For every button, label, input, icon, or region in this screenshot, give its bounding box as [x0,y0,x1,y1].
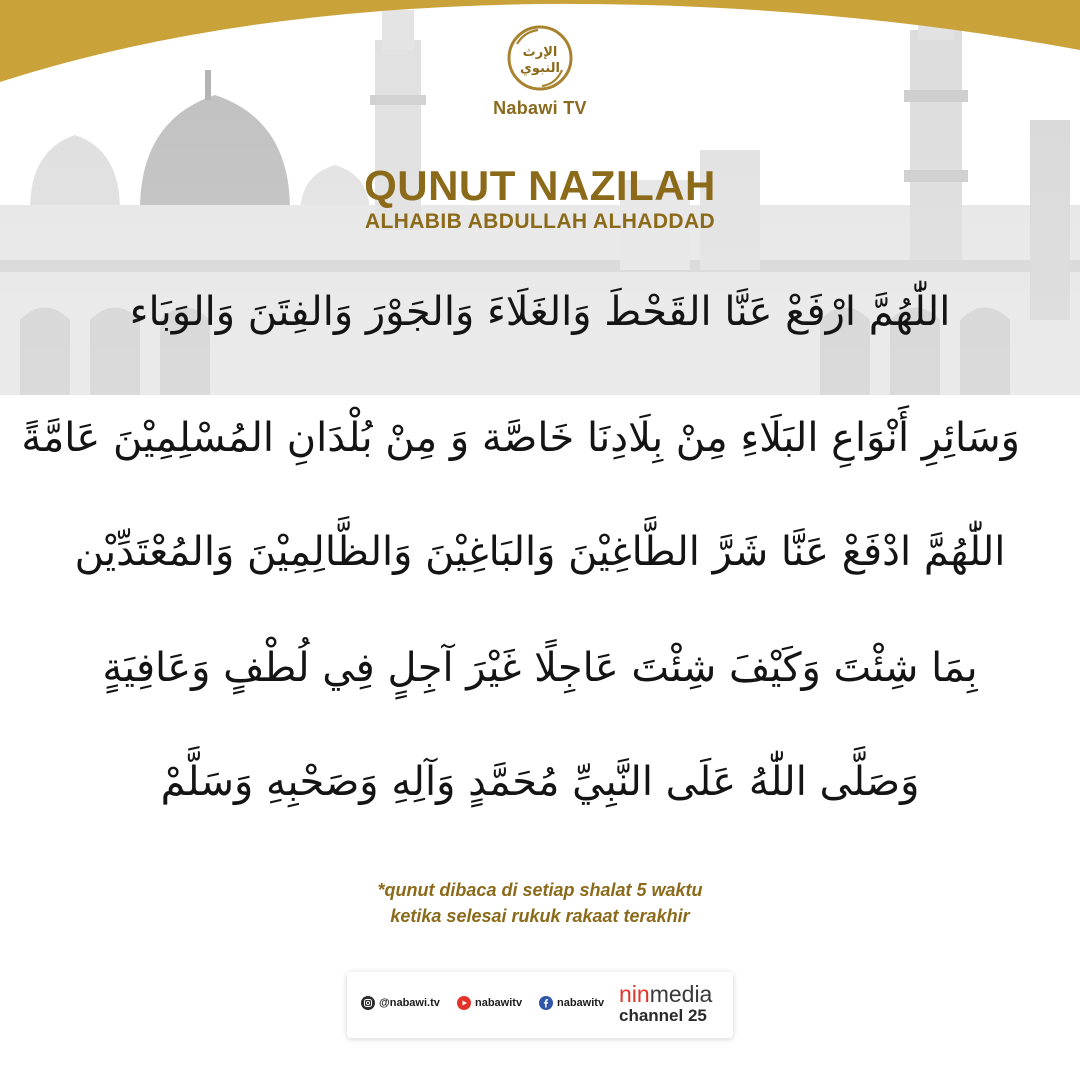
note-line-1: *qunut dibaca di setiap shalat 5 waktu [377,880,703,900]
logo-name: Nabawi TV [493,98,587,118]
instagram-handle: @nabawi.tv [379,997,440,1009]
ninmedia-brand [619,982,729,1026]
svg-text:النبوي: النبوي [519,61,561,76]
youtube-icon [457,996,471,1010]
instagram-icon [361,996,375,1010]
page-subtitle: ALHABIB ABDULLAH ALHADDAD [364,210,716,233]
youtube-handle: nabawitv [475,997,523,1009]
instagram-link[interactable] [361,996,440,1010]
facebook-icon [539,996,553,1010]
nabawi-emblem-icon [504,22,576,94]
svg-text:الإرث: الإرث [522,45,558,60]
dua-line-2: وَسَائِرِ أَنْوَاعِ البَلَاءِ مِنْ بِلَادِنَا خَاصَّة وَ مِنْ بُلْدَانِ المُسْلِمِيْنَ عَامَّةً [21,415,1020,461]
dua-line-3: اللّٰهُمَّ ادْفَعْ عَنَّا شَرَّ الطَّاغِيْنَ وَالبَاغِيْنَ وَالظَّالِمِيْنَ وَالمُعْتَدِّيْن [74,529,1006,575]
dua-line-5: وَصَلَّى اللّٰهُ عَلَى النَّبِيِّ مُحَمَّدٍ وَآلِهِ وَصَحْبِهِ وَسَلَّمْ [160,759,920,805]
brand-nin: nin [619,981,650,1007]
footer-card [347,972,733,1038]
dua-line-1: اللّٰهُمَّ ارْفَعْ عَنَّا القَحْطَ وَالغَلَاءَ وَالجَوْرَ وَالفِتَنَ وَالوَبَاء [129,289,951,335]
dua-line-4: بِمَا شِئْتَ وَكَيْفَ شِئْتَ عَاجِلًا غَيْرَ آجِلٍ فِي لُطْفٍ وَعَافِيَةٍ [102,645,978,691]
page-title: QUNUT NAZILAH [364,162,716,209]
nabawi-logo [470,22,610,132]
youtube-link[interactable] [457,996,522,1010]
note-line-2: ketika selesai rukuk rakaat terakhir [390,906,690,926]
facebook-link[interactable] [539,996,604,1010]
ninmedia-logo-text [619,982,729,1006]
brand-media: media [649,981,713,1007]
facebook-handle: nabawitv [557,997,605,1009]
brand-channel: channel 25 [619,1006,707,1025]
